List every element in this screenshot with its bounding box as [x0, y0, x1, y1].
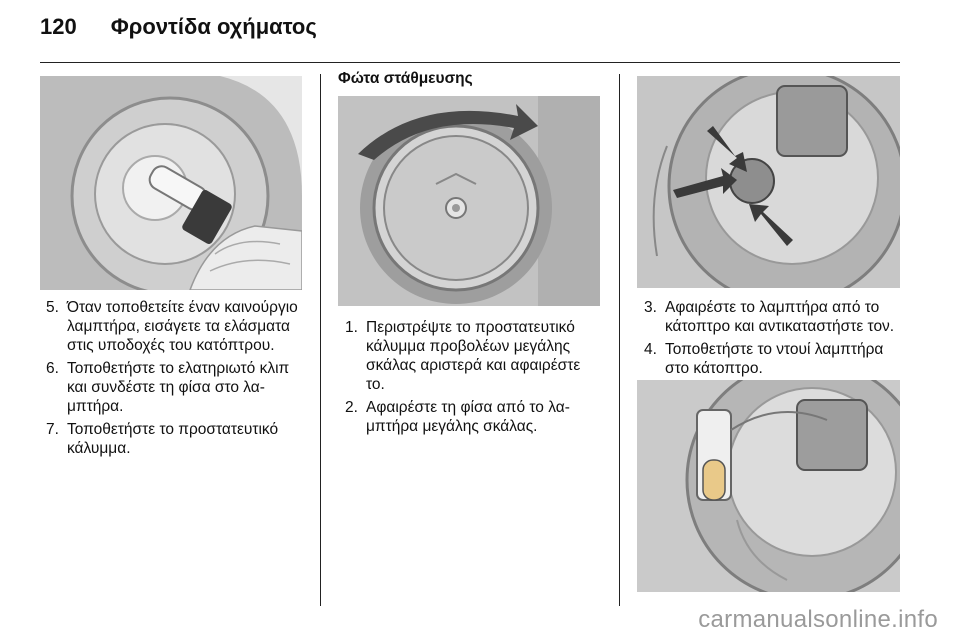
step-number: 4. — [644, 341, 657, 358]
page-number: 120 — [40, 14, 77, 39]
figure-protective-cover — [338, 96, 600, 306]
list-item — [345, 318, 603, 394]
step-text: Τοποθετήστε το ελατηριωτό κλιπ και συνδέστε τη φίσα στο λα-μπτήρα. — [67, 360, 290, 415]
figure-bulb-holder — [637, 380, 900, 592]
list-item — [46, 359, 308, 416]
step-text: Όταν τοποθετείτε έναν καινούργιο λαμπτήρα, εισάγετε τα ελάσματα στις υποδοχές του κατόπτρου. — [67, 299, 298, 354]
section-heading: Φώτα στάθμευσης — [338, 70, 473, 87]
step-number: 7. — [46, 421, 59, 438]
watermark: carmanualsonline.info — [698, 606, 938, 633]
figure-bulb-removal — [637, 76, 900, 288]
figure-bulb-insertion — [40, 76, 302, 290]
step-number: 3. — [644, 299, 657, 316]
step-number: 5. — [46, 299, 59, 316]
list-item — [345, 398, 603, 436]
page-header — [40, 14, 317, 50]
column-divider-1 — [320, 74, 321, 606]
list-item — [644, 340, 906, 378]
page-title: Φροντίδα οχήματος — [110, 14, 317, 39]
list-item — [46, 420, 308, 458]
step-text: Αφαιρέστε τη φίσα από το λα-μπτήρα μεγάλης σκάλας. — [366, 399, 570, 435]
column-divider-2 — [619, 74, 620, 606]
step-number: 2. — [345, 399, 358, 416]
step-text: Περιστρέψτε το προστατευτικό κάλυμμα προβολέων μεγάλης σκάλας αριστερά και αφαιρέστε το. — [366, 319, 581, 393]
step-number: 6. — [46, 360, 59, 377]
step-text: Τοποθετήστε το ντουί λαμπτήρα στο κάτοπτρο. — [665, 341, 884, 377]
steps-list-col1 — [46, 298, 308, 462]
steps-list-col3 — [644, 298, 906, 382]
step-text: Αφαιρέστε το λαμπτήρα από το κάτοπτρο και αντικαταστήστε τον. — [665, 299, 895, 335]
step-number: 1. — [345, 319, 358, 336]
list-item — [644, 298, 906, 336]
list-item — [46, 298, 308, 355]
step-text: Τοποθετήστε το προστατευτικό κάλυμμα. — [67, 421, 279, 457]
header-rule — [40, 62, 900, 63]
steps-list-col2 — [345, 318, 603, 440]
